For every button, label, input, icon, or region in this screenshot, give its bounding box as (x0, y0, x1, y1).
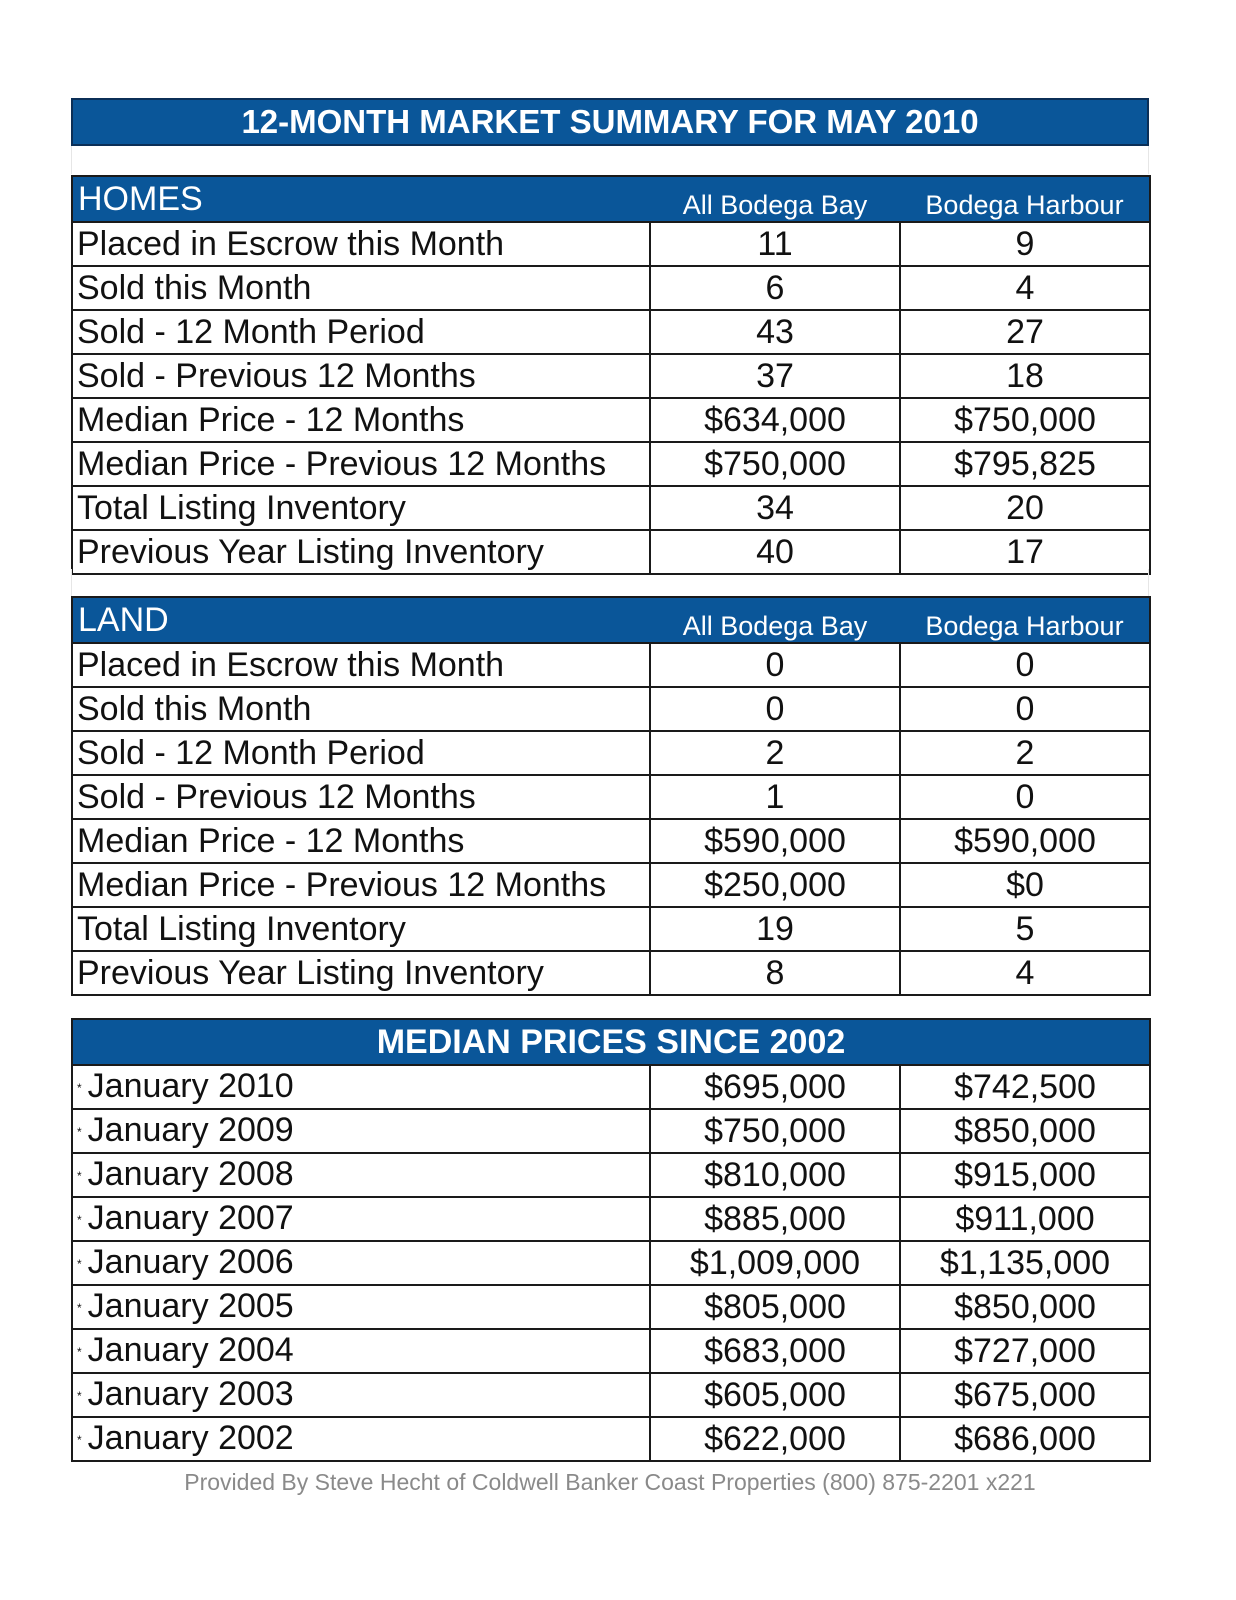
table-row (72, 731, 1150, 775)
land-header-row (72, 597, 1150, 643)
table-row (72, 1373, 1150, 1417)
value-bodega-harbour: 17 (900, 530, 1150, 574)
value-all-bodega-bay: $805,000 (650, 1285, 900, 1329)
value-bodega-harbour: $911,000 (900, 1197, 1150, 1241)
value-all-bodega-bay: $622,000 (650, 1417, 900, 1461)
value-all-bodega-bay: $590,000 (650, 819, 900, 863)
value-bodega-harbour: 18 (900, 354, 1150, 398)
table-row (72, 266, 1150, 310)
value-all-bodega-bay: 2 (650, 731, 900, 775)
table-row (72, 1153, 1150, 1197)
value-all-bodega-bay: 40 (650, 530, 900, 574)
homes-section-label: HOMES (72, 176, 650, 222)
value-all-bodega-bay: $1,009,000 (650, 1241, 900, 1285)
bullet-marker: * (77, 1213, 82, 1228)
value-all-bodega-bay: $683,000 (650, 1329, 900, 1373)
table-row (72, 1065, 1150, 1109)
row-label: January 2010 (87, 1067, 294, 1105)
table-row (72, 1417, 1150, 1461)
table-row (72, 1109, 1150, 1153)
value-all-bodega-bay: $885,000 (650, 1197, 900, 1241)
row-label: January 2005 (87, 1287, 294, 1326)
row-label: Median Price - 12 Months (72, 398, 650, 442)
land-col-all-bodega-bay: All Bodega Bay (650, 597, 900, 643)
table-row (72, 643, 1150, 687)
homes-table (71, 175, 1151, 575)
value-bodega-harbour: $1,135,000 (900, 1241, 1150, 1285)
bullet-marker: * (77, 1433, 82, 1448)
footer-credit: Provided By Steve Hecht of Coldwell Banker Coast Properties (800) 875-2201 x221 (184, 1469, 1036, 1495)
table-row (72, 222, 1150, 266)
land-section-label: LAND (72, 597, 650, 643)
value-all-bodega-bay: 0 (650, 643, 900, 687)
value-bodega-harbour: $915,000 (900, 1153, 1150, 1197)
row-label: January 2003 (87, 1375, 294, 1414)
table-row (72, 310, 1150, 354)
value-bodega-harbour: 5 (900, 907, 1150, 951)
value-all-bodega-bay: 8 (650, 951, 900, 995)
value-all-bodega-bay: 0 (650, 687, 900, 731)
table-row (72, 398, 1150, 442)
row-label: Median Price - Previous 12 Months (72, 863, 650, 907)
median-header-row (72, 1019, 1150, 1065)
value-bodega-harbour: $0 (900, 863, 1150, 907)
value-bodega-harbour: $750,000 (900, 398, 1150, 442)
table-row (72, 1329, 1150, 1373)
median-prices-table (71, 1018, 1151, 1462)
table-row (72, 907, 1150, 951)
bullet-marker: * (77, 1125, 82, 1140)
spacer (71, 146, 1149, 174)
value-bodega-harbour: 0 (900, 775, 1150, 819)
row-label: Sold - Previous 12 Months (72, 354, 650, 398)
value-bodega-harbour: $742,500 (900, 1065, 1150, 1109)
value-all-bodega-bay: 37 (650, 354, 900, 398)
value-all-bodega-bay: $250,000 (650, 863, 900, 907)
land-col-bodega-harbour: Bodega Harbour (900, 597, 1150, 643)
row-label: Placed in Escrow this Month (72, 222, 650, 266)
value-all-bodega-bay: $605,000 (650, 1373, 900, 1417)
bullet-marker: * (77, 1169, 82, 1184)
page-title: 12-MONTH MARKET SUMMARY FOR MAY 2010 (71, 98, 1149, 146)
row-label: Previous Year Listing Inventory (72, 530, 650, 574)
row-label: January 2007 (87, 1199, 294, 1238)
value-bodega-harbour: 9 (900, 222, 1150, 266)
value-all-bodega-bay: 43 (650, 310, 900, 354)
table-row (72, 530, 1150, 574)
row-label: January 2006 (87, 1243, 294, 1282)
value-bodega-harbour: 4 (900, 266, 1150, 310)
value-bodega-harbour: 4 (900, 951, 1150, 995)
homes-col-bodega-harbour: Bodega Harbour (900, 176, 1150, 222)
row-label: Placed in Escrow this Month (72, 643, 650, 687)
row-label: Sold - 12 Month Period (72, 731, 650, 775)
value-bodega-harbour: $727,000 (900, 1329, 1150, 1373)
row-label: January 2008 (87, 1155, 294, 1194)
bullet-marker: * (77, 1081, 82, 1096)
table-row (72, 951, 1150, 995)
table-row (72, 819, 1150, 863)
value-all-bodega-bay: $810,000 (650, 1153, 900, 1197)
table-row (72, 687, 1150, 731)
bullet-marker: * (77, 1301, 82, 1316)
value-all-bodega-bay: $750,000 (650, 442, 900, 486)
homes-header-row (72, 176, 1150, 222)
spacer (71, 569, 1149, 597)
value-bodega-harbour: $850,000 (900, 1285, 1150, 1329)
value-bodega-harbour: 2 (900, 731, 1150, 775)
value-all-bodega-bay: $750,000 (650, 1109, 900, 1153)
row-label: January 2002 (87, 1419, 294, 1458)
value-all-bodega-bay: 6 (650, 266, 900, 310)
table-row (72, 1285, 1150, 1329)
row-label: Sold this Month (72, 266, 650, 310)
table-row (72, 1197, 1150, 1241)
value-bodega-harbour: 0 (900, 643, 1150, 687)
row-label: Sold this Month (72, 687, 650, 731)
value-bodega-harbour: $795,825 (900, 442, 1150, 486)
row-label: Sold - Previous 12 Months (72, 775, 650, 819)
value-all-bodega-bay: 19 (650, 907, 900, 951)
table-row (72, 1241, 1150, 1285)
value-all-bodega-bay: $695,000 (650, 1065, 900, 1109)
value-bodega-harbour: 20 (900, 486, 1150, 530)
bullet-marker: * (77, 1389, 82, 1404)
row-label: Median Price - Previous 12 Months (72, 442, 650, 486)
row-label: Median Price - 12 Months (72, 819, 650, 863)
value-all-bodega-bay: 11 (650, 222, 900, 266)
value-bodega-harbour: 0 (900, 687, 1150, 731)
row-label: Total Listing Inventory (72, 907, 650, 951)
value-bodega-harbour: $675,000 (900, 1373, 1150, 1417)
table-row (72, 486, 1150, 530)
row-label: Previous Year Listing Inventory (72, 951, 650, 995)
row-label: Total Listing Inventory (72, 486, 650, 530)
value-all-bodega-bay: $634,000 (650, 398, 900, 442)
value-all-bodega-bay: 34 (650, 486, 900, 530)
value-all-bodega-bay: 1 (650, 775, 900, 819)
value-bodega-harbour: $850,000 (900, 1109, 1150, 1153)
land-table (71, 596, 1151, 996)
value-bodega-harbour: $686,000 (900, 1417, 1150, 1461)
value-bodega-harbour: 27 (900, 310, 1150, 354)
row-label: January 2004 (87, 1331, 294, 1370)
median-section-title: MEDIAN PRICES SINCE 2002 (72, 1019, 1150, 1065)
row-label: January 2009 (87, 1111, 294, 1150)
bullet-marker: * (77, 1257, 82, 1272)
homes-col-all-bodega-bay: All Bodega Bay (650, 176, 900, 222)
bullet-marker: * (77, 1345, 82, 1360)
row-label: Sold - 12 Month Period (72, 310, 650, 354)
table-row (72, 354, 1150, 398)
table-row (72, 442, 1150, 486)
table-row (72, 863, 1150, 907)
table-row (72, 775, 1150, 819)
value-bodega-harbour: $590,000 (900, 819, 1150, 863)
